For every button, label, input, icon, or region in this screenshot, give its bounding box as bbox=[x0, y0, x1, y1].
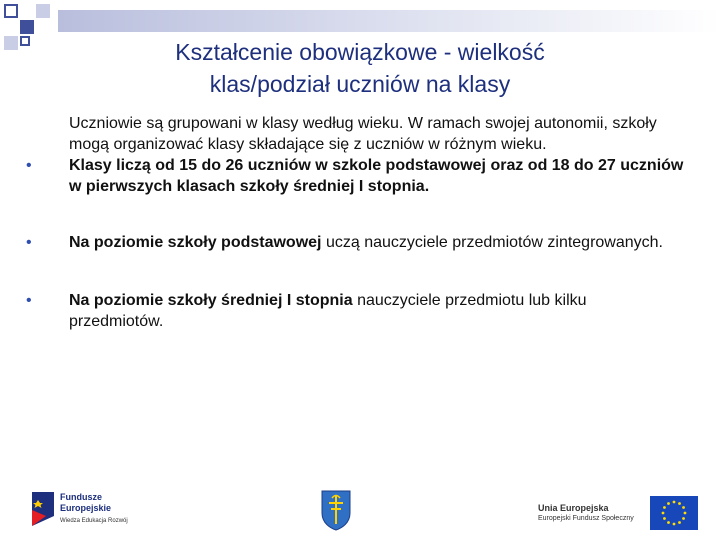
eu-star-icon bbox=[673, 501, 676, 504]
bullet-class-size bbox=[34, 155, 684, 197]
corner-square-light bbox=[36, 4, 50, 18]
title-line-2: klas/podział uczniów na klasy bbox=[209, 71, 511, 97]
paragraph-intro bbox=[34, 113, 684, 155]
ue-line-2: Europejski Fundusz Społeczny bbox=[538, 515, 634, 522]
eu-star-icon bbox=[684, 512, 687, 515]
paragraph-text: uczą nauczyciele przedmiotów zintegrowanych. bbox=[321, 234, 663, 251]
paragraph-text: nauczyciele przedmiotu lub kilku przedmiotów. bbox=[69, 292, 587, 330]
corner-square-filled bbox=[20, 20, 34, 34]
fundusze-europejskie-logo-icon bbox=[28, 490, 58, 528]
paragraph-bold-text: Klasy liczą od 15 do 26 uczniów w szkole podstawowej oraz od 18 do 27 uczniów w pierwszych klasach szkoły średniej I stopnia. bbox=[69, 157, 684, 195]
eu-star-icon bbox=[673, 523, 676, 526]
title-line-1: Kształcenie obowiązkowe - wielkość bbox=[175, 39, 545, 65]
eu-star-icon bbox=[667, 502, 670, 505]
slide-content bbox=[34, 113, 684, 332]
paragraph-text: Uczniowie są grupowani w klasy według wieku. W ramach swojej autonomii, szkoły mogą organizować klasy składające się z uczniów w różnym wieku. bbox=[69, 115, 657, 153]
fe-line-2: Europejskie bbox=[60, 503, 112, 513]
voivodeship-crest-icon bbox=[320, 489, 352, 531]
eu-star-icon bbox=[682, 517, 685, 520]
bullet-primary-school bbox=[34, 232, 684, 253]
eu-star-icon bbox=[678, 521, 681, 524]
unia-europejska-label bbox=[538, 502, 634, 524]
header-gradient-bar bbox=[58, 10, 720, 32]
eu-star-icon bbox=[667, 521, 670, 524]
eu-star-icon bbox=[663, 506, 666, 509]
corner-square-outline bbox=[4, 4, 18, 18]
corner-square-light bbox=[4, 36, 18, 50]
corner-square-outline bbox=[20, 36, 30, 46]
fe-line-1: Fundusze bbox=[60, 492, 102, 502]
fe-subtitle: Wiedza Edukacja Rozwój bbox=[60, 518, 128, 524]
bullet-secondary-school bbox=[34, 290, 684, 332]
fundusze-europejskie-label bbox=[60, 492, 128, 527]
ue-line-1: Unia Europejska bbox=[538, 503, 609, 513]
eu-star-icon bbox=[663, 517, 666, 520]
paragraph-bold-text: Na poziomie szkoły średniej I stopnia bbox=[69, 292, 353, 309]
eu-star-icon bbox=[678, 502, 681, 505]
eu-star-icon bbox=[662, 512, 665, 515]
eu-flag-icon bbox=[650, 496, 698, 530]
paragraph-bold-text: Na poziomie szkoły podstawowej bbox=[69, 234, 322, 251]
slide-title bbox=[40, 36, 680, 100]
eu-star-icon bbox=[682, 506, 685, 509]
